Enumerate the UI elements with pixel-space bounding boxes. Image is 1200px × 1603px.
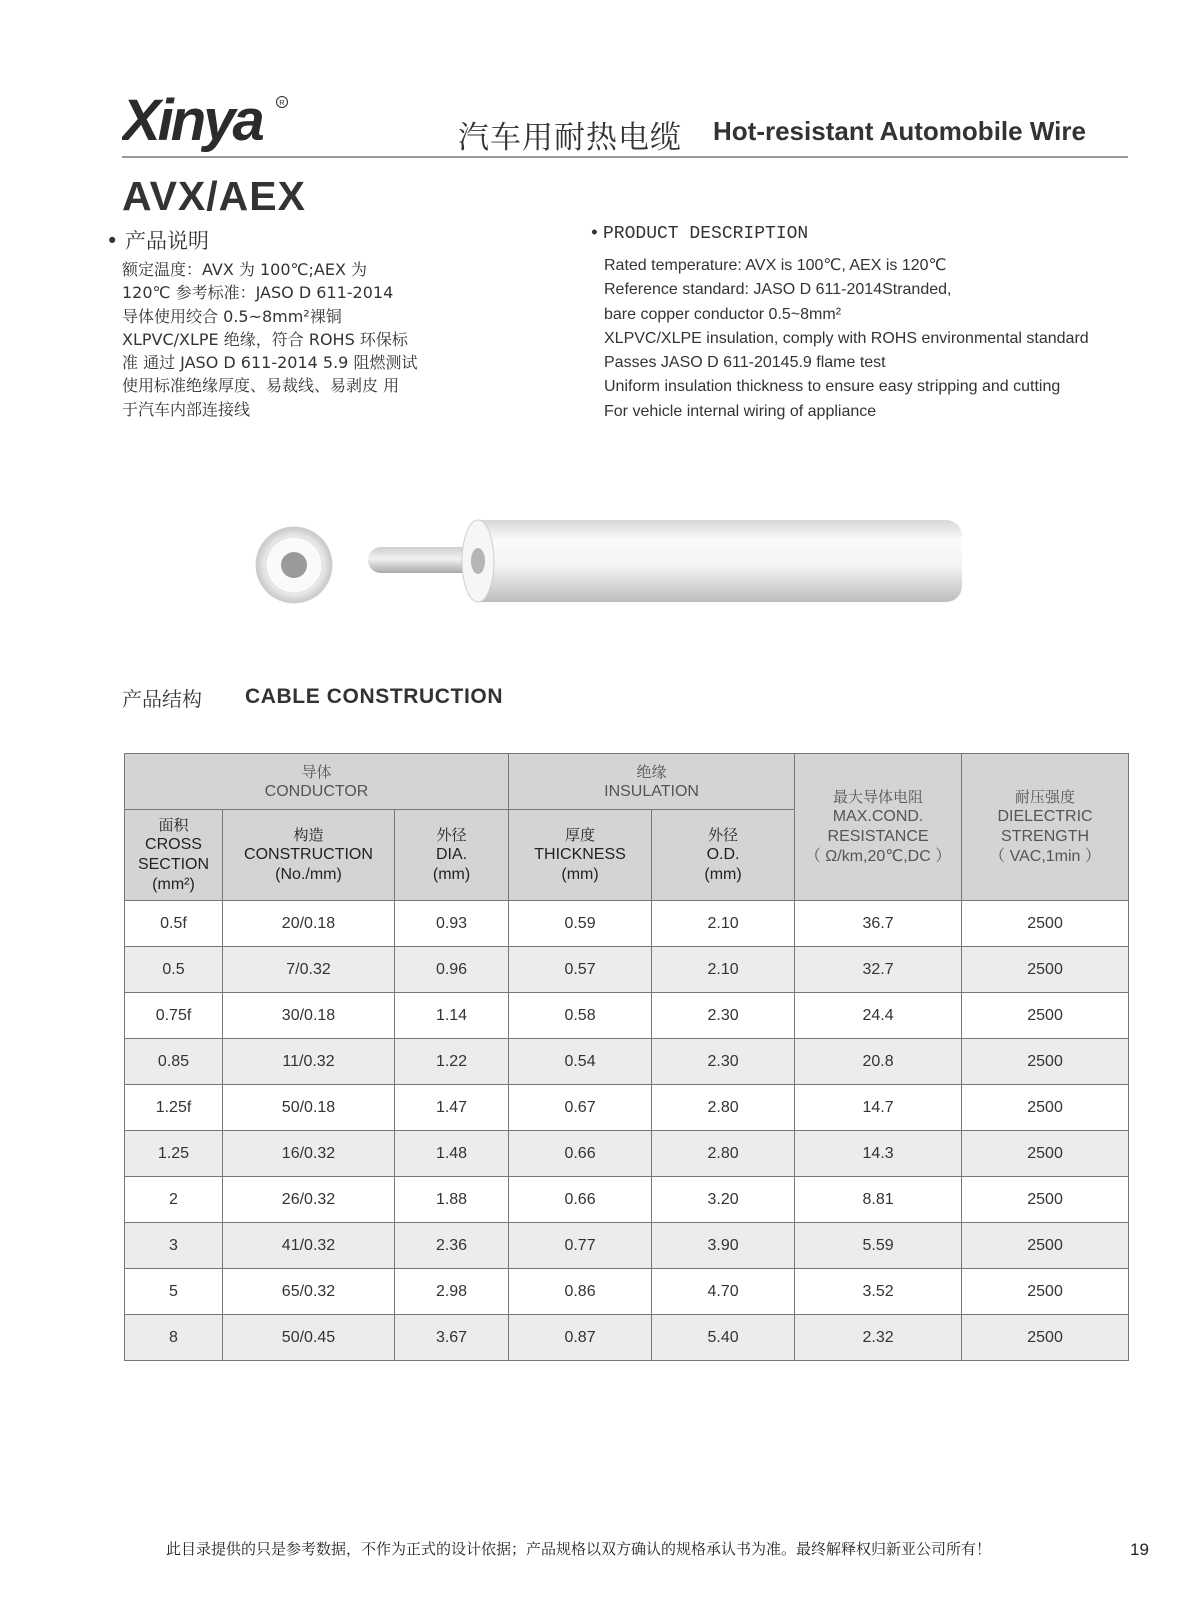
- cell-resistance: 32.7: [795, 947, 962, 993]
- table-row: [125, 947, 1129, 993]
- cell-cross-section: 3: [125, 1223, 223, 1269]
- header-resistance-unit: （ Ω/km,20℃,DC ）: [804, 848, 952, 865]
- cell-resistance: 3.52: [795, 1269, 962, 1315]
- cell-strength: 2500: [962, 1131, 1129, 1177]
- description-cn-line: 120℃ 参考标准：JASO D 611-2014: [122, 283, 394, 303]
- cell-construction: 20/0.18: [223, 901, 395, 947]
- cell-dia: 3.67: [395, 1315, 509, 1361]
- cell-resistance: 2.32: [795, 1315, 962, 1361]
- cell-cross-section: 0.5f: [125, 901, 223, 947]
- cell-dia: 0.96: [395, 947, 509, 993]
- header-conductor-cn: 导体: [301, 762, 332, 781]
- description-cn: [122, 258, 442, 421]
- description-en-line: Passes JASO D 611-20145.9 flame test: [604, 354, 886, 372]
- cell-resistance: 24.4: [795, 993, 962, 1039]
- cell-resistance: 36.7: [795, 901, 962, 947]
- header-od-cn: 外径: [708, 826, 739, 844]
- footer-disclaimer: 此目录提供的只是参考数据，不作为正式的设计依据；产品规格以双方确认的规格承认书为准。最终解释权归新亚公司所有！: [166, 1540, 992, 1558]
- cell-resistance: 8.81: [795, 1177, 962, 1223]
- header-construction-en: CONSTRUCTION: [244, 846, 373, 863]
- header-od: [652, 810, 795, 901]
- table-row: [125, 1131, 1129, 1177]
- description-cn-line: XLPVC/XLPE 绝缘，符合 ROHS 环保标: [122, 329, 408, 349]
- cable-construction-table: [124, 753, 1129, 1361]
- description-cn-line: 准 通过 JASO D 611-2014 5.9 阻燃测试: [122, 353, 418, 373]
- header-construction-cn: 构造: [293, 826, 324, 844]
- cell-od: 2.10: [652, 947, 795, 993]
- cell-thickness: 0.54: [509, 1039, 652, 1085]
- description-en-heading: [589, 224, 808, 244]
- cell-construction: 50/0.18: [223, 1085, 395, 1131]
- cell-od: 2.80: [652, 1085, 795, 1131]
- cell-od: 2.80: [652, 1131, 795, 1177]
- table-body: [125, 901, 1129, 1361]
- cell-od: 3.90: [652, 1223, 795, 1269]
- table-row: [125, 1223, 1129, 1269]
- cell-thickness: 0.59: [509, 901, 652, 947]
- header-cross-section: [125, 810, 223, 901]
- cell-thickness: 0.57: [509, 947, 652, 993]
- svg-text:R: R: [279, 98, 285, 107]
- cell-cross-section: 0.5: [125, 947, 223, 993]
- cell-construction: 30/0.18: [223, 993, 395, 1039]
- header-resistance-en1: MAX.COND.: [832, 808, 924, 825]
- description-en-line: Reference standard: JASO D 611-2014Stranded,: [604, 281, 952, 299]
- cell-strength: 2500: [962, 1223, 1129, 1269]
- description-en-line: XLPVC/XLPE insulation, comply with ROHS environmental standard: [604, 329, 1089, 347]
- section-title-chinese: 产品结构: [122, 687, 202, 711]
- header-divider: [122, 156, 1128, 158]
- header-construction-unit: (No./mm): [275, 866, 342, 883]
- cell-strength: 2500: [962, 947, 1129, 993]
- cable-side-view-icon: [368, 520, 962, 602]
- page-number: 19: [1130, 1540, 1149, 1559]
- cell-resistance: 14.7: [795, 1085, 962, 1131]
- cell-dia: 1.48: [395, 1131, 509, 1177]
- cell-cross-section: 5: [125, 1269, 223, 1315]
- header-dia-en: DIA.: [435, 846, 468, 863]
- cell-construction: 26/0.32: [223, 1177, 395, 1223]
- header-strength-unit: （ VAC,1min ）: [989, 848, 1101, 865]
- header-thickness-cn: 厚度: [565, 826, 596, 844]
- description-cn-heading: • 产品说明: [106, 229, 210, 253]
- header-dia-unit: (mm): [432, 866, 471, 883]
- description-en-line: Rated temperature: AVX is 100℃, AEX is 120℃: [604, 257, 947, 274]
- description-en-line: Uniform insulation thickness to ensure easy stripping and cutting: [604, 378, 1061, 396]
- cell-cross-section: 0.75f: [125, 993, 223, 1039]
- cell-strength: 2500: [962, 1269, 1129, 1315]
- cell-resistance: 20.8: [795, 1039, 962, 1085]
- cell-cross-section: 0.85: [125, 1039, 223, 1085]
- cell-thickness: 0.77: [509, 1223, 652, 1269]
- cell-strength: 2500: [962, 1315, 1129, 1361]
- title-english: Hot-resistant Automobile Wire: [713, 116, 1086, 146]
- cell-resistance: 14.3: [795, 1131, 962, 1177]
- header-resistance: [795, 754, 962, 901]
- header-insulation-cn: 绝缘: [636, 762, 667, 781]
- cell-dia: 1.88: [395, 1177, 509, 1223]
- cell-dia: 2.36: [395, 1223, 509, 1269]
- cell-od: 2.30: [652, 993, 795, 1039]
- table-row: [125, 1269, 1129, 1315]
- cell-strength: 2500: [962, 993, 1129, 1039]
- cell-thickness: 0.87: [509, 1315, 652, 1361]
- description-cn-line: 使用标准绝缘厚度、易裁线、易剥皮 用: [122, 376, 400, 396]
- cell-thickness: 0.66: [509, 1131, 652, 1177]
- header-strength-en1: DIELECTRIC: [997, 808, 1093, 825]
- cell-dia: 2.98: [395, 1269, 509, 1315]
- table-row: [125, 1315, 1129, 1361]
- cell-cross-section: 2: [125, 1177, 223, 1223]
- cell-strength: 2500: [962, 1177, 1129, 1223]
- header-cross-en1: CROSS: [145, 836, 202, 853]
- description-cn-line: 额定温度：AVX 为 100℃;AEX 为: [122, 260, 368, 279]
- header-strength-en2: STRENGTH: [1001, 828, 1090, 845]
- description-en-line: For vehicle internal wiring of appliance: [604, 402, 877, 420]
- table-row: [125, 993, 1129, 1039]
- cell-cross-section: 1.25f: [125, 1085, 223, 1131]
- model-name: AVX/AEX: [122, 173, 306, 219]
- bullet-icon: •: [589, 224, 600, 244]
- table-row: [125, 1039, 1129, 1085]
- cell-od: 2.30: [652, 1039, 795, 1085]
- cell-resistance: 5.59: [795, 1223, 962, 1269]
- cell-strength: 2500: [962, 1039, 1129, 1085]
- cell-strength: 2500: [962, 1085, 1129, 1131]
- header-thickness: [509, 810, 652, 901]
- xinya-logo: [122, 92, 292, 152]
- header-resistance-cn: 最大导体电阻: [833, 788, 924, 806]
- svg-text:Xinya: Xinya: [122, 92, 262, 152]
- header-conductor: [125, 754, 509, 810]
- description-en: [604, 254, 1089, 424]
- header-dia-cn: 外径: [436, 826, 467, 844]
- header-resistance-en2: RESISTANCE: [827, 828, 929, 845]
- cell-cross-section: 1.25: [125, 1131, 223, 1177]
- header-strength: [962, 754, 1129, 901]
- cable-illustration: [250, 515, 990, 615]
- cell-dia: 0.93: [395, 901, 509, 947]
- cell-od: 4.70: [652, 1269, 795, 1315]
- section-title-english: CABLE CONSTRUCTION: [245, 685, 504, 708]
- cell-thickness: 0.67: [509, 1085, 652, 1131]
- header-construction: [223, 810, 395, 901]
- cell-construction: 65/0.32: [223, 1269, 395, 1315]
- header-od-unit: (mm): [704, 866, 742, 883]
- header-dia: [395, 810, 509, 901]
- header-thickness-en: THICKNESS: [534, 846, 626, 863]
- header-insulation-en: INSULATION: [604, 782, 699, 800]
- description-cn-line: 于汽车内部连接线: [122, 399, 251, 419]
- cell-cross-section: 8: [125, 1315, 223, 1361]
- cell-construction: 16/0.32: [223, 1131, 395, 1177]
- description-en-heading-text: PRODUCT DESCRIPTION: [603, 224, 809, 244]
- header-insulation: [509, 754, 795, 810]
- description-cn-line: 导体使用绞合 0.5~8mm²裸铜: [122, 306, 342, 326]
- title-chinese: 汽车用耐热电缆: [458, 120, 682, 156]
- cell-construction: 50/0.45: [223, 1315, 395, 1361]
- cell-dia: 1.14: [395, 993, 509, 1039]
- table-row: [125, 1177, 1129, 1223]
- header-strength-cn: 耐压强度: [1015, 788, 1076, 806]
- cell-od: 3.20: [652, 1177, 795, 1223]
- header-thickness-unit: (mm): [561, 866, 599, 883]
- header-cross-en2: SECTION: [137, 856, 210, 873]
- cell-strength: 2500: [962, 901, 1129, 947]
- cell-od: 5.40: [652, 1315, 795, 1361]
- cell-thickness: 0.66: [509, 1177, 652, 1223]
- header-cross-cn: 面积: [158, 816, 189, 834]
- header-od-en: O.D.: [706, 846, 740, 863]
- cell-thickness: 0.58: [509, 993, 652, 1039]
- cell-construction: 7/0.32: [223, 947, 395, 993]
- description-en-line: bare copper conductor 0.5~8mm²: [604, 305, 842, 323]
- header-cross-unit: (mm²): [152, 876, 195, 893]
- header-conductor-en: CONDUCTOR: [264, 782, 369, 800]
- cell-dia: 1.22: [395, 1039, 509, 1085]
- cell-construction: 11/0.32: [223, 1039, 395, 1085]
- table-row: [125, 901, 1129, 947]
- table-row: [125, 1085, 1129, 1131]
- cell-thickness: 0.86: [509, 1269, 652, 1315]
- cell-dia: 1.47: [395, 1085, 509, 1131]
- cable-cross-section-icon: [256, 527, 332, 603]
- cell-construction: 41/0.32: [223, 1223, 395, 1269]
- cell-od: 2.10: [652, 901, 795, 947]
